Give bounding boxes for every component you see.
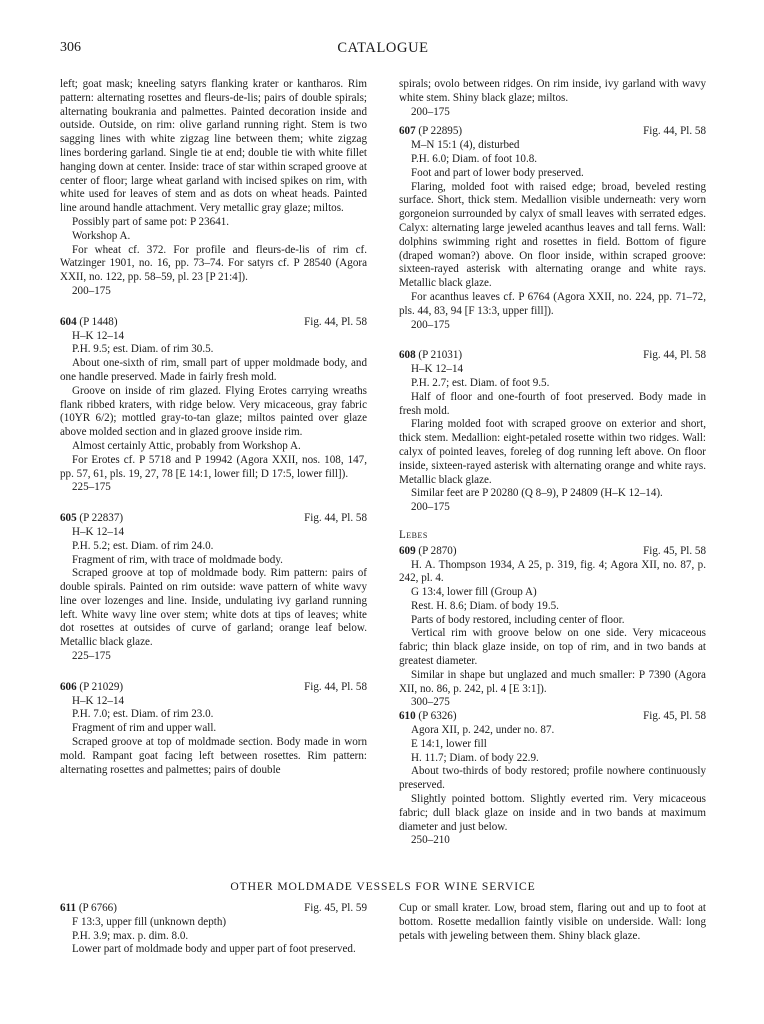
catalogue-entry-604 (60, 316, 367, 495)
preservation: Fragment of rim and upper wall. (72, 722, 217, 735)
date-range: 225–175 (72, 650, 111, 663)
preservation: Foot and part of lower body preserved. (411, 166, 584, 179)
attribution: Almost certainly Attic, probably from Workshop A. (72, 439, 301, 452)
dimensions: P.H. 3.9; max. p. dim. 8.0. (72, 929, 189, 942)
date-range: 200–175 (411, 501, 450, 514)
entry-heading (60, 902, 367, 916)
related-pot-note: Possibly part of same pot: P 23641. (72, 215, 230, 228)
findspot: G 13:4, lower fill (Group A) (411, 586, 537, 599)
preservation: About one-sixth of rim, small part of upper moldmade body, and one handle preserved. Made in fairly fresh mold. (60, 357, 367, 383)
description: Scraped groove at top of moldmade body. Rim pattern: pairs of double spirals. Painted on rim outside: wave pattern of white wavy line over lozenges and line. Inside, undulating ivy garland running left. White wavy line over stem; white dots at tips of leaves; white dot rosettes at outsides of curve of garland; orange leaf below. Metallic black glaze. (60, 567, 367, 649)
left-column (60, 78, 367, 777)
running-head: CATALOGUE (337, 40, 429, 56)
preservation: Half of floor and one-fourth of foot preserved. Body made in fresh mold. (399, 390, 706, 417)
entry-heading (60, 681, 367, 695)
description: Scraped groove at top of moldmade section. Body made in worn mold. Rampant goat facing left between rosettes. Rim pattern: alternating rosettes and palmettes; pairs of double (60, 736, 367, 776)
dimensions: P.H. 9.5; est. Diam. of rim 30.5. (72, 343, 214, 356)
entry-number: 605 (60, 512, 77, 525)
comparanda: For Erotes cf. P 5718 and P 19942 (Agora XXII, nos. 108, 147, pp. 57, 61, pls. 19, 27, 78 [E 14:1, lower fill; D 17:5, lower fill]). (60, 453, 367, 480)
bottom-right-column (399, 902, 706, 943)
figure-reference: Fig. 44, Pl. 58 (643, 125, 706, 138)
subsection-heading-lebes: Lebes (399, 528, 428, 541)
catalogue-entry-606 (60, 681, 367, 778)
findspot: M–N 15:1 (4), disturbed (411, 139, 520, 152)
right-column (399, 78, 706, 848)
findspot: F 13:3, upper fill (unknown depth) (72, 915, 227, 928)
entry-number: 607 (399, 125, 416, 138)
description: Flaring molded foot with scraped groove on exterior and short, thick stem. Medallion: eight-petaled rosette within two ridges. Wall: calyx of pointed leaves, foreleg of dog running left above. On floor inside, sixteen-rayed asterisk with alternating orange and white rays. Metallic black glaze. (399, 418, 706, 486)
section-title: OTHER MOLDMADE VESSELS FOR WINE SERVICE (230, 880, 536, 893)
bibliography: Agora XII, p. 242, under no. 87. (411, 724, 555, 737)
findspot: H–K 12–14 (72, 694, 125, 707)
entry-heading (399, 349, 706, 363)
entry-number: 606 (60, 680, 77, 693)
description-611: Cup or small krater. Low, broad stem, flaring out and up to foot at bottom. Rosette medallion faintly visible on underside. Wall: long petals with jeweling between them. Shiny black glaze. (399, 902, 706, 942)
description: Vertical rim with groove below on one side. Very micaceous fabric; thin black glaze inside, on top of rim, and in two bands at greatest diameter. (399, 627, 706, 668)
entry-number: 604 (60, 315, 77, 328)
bibliography: H. A. Thompson 1934, A 25, p. 319, fig. 4; Agora XII, no. 87, p. 242, pl. 4. (399, 558, 706, 585)
preservation: About two-thirds of body restored; profile nowhere continuously preserved. (399, 765, 706, 792)
comparanda: Similar feet are P 20280 (Q 8–9), P 24809 (H–K 12–14). (411, 487, 663, 500)
comparanda: For acanthus leaves cf. P 6764 (Agora XXII, no. 224, pp. 71–72, pls. 44, 83, 94 [F 13:3, upper fill]). (399, 290, 706, 317)
preservation: Lower part of moldmade body and upper part of foot preserved. (72, 943, 356, 956)
figure-reference: Fig. 44, Pl. 58 (304, 315, 367, 328)
entry-heading (399, 125, 706, 139)
dimensions: P.H. 7.0; est. Diam. of rim 23.0. (72, 708, 214, 721)
continued-text: left; goat mask; kneeling satyrs flanking krater or kantharos. Rim pattern: alternating rosettes and fleurs-de-lis; pairs of double spirals; alternating boukrania and palmettes. Painted decoration inside and outside. Outside, on rim: olive garland running right. Stem is two sagging lines with white zigzag line between them; white zigzag lines bordering garland. Single tie at end; double tie with white fillet hanging down at center. Inside: trace of star within scraped groove at center of floor; large wheat garland with incised spikes on rim, with white used for leaves of stem and as dots on wheat heads. Painted line around handle attachment. Very metallic gray glaze; miltos. (60, 78, 367, 215)
findspot: H–K 12–14 (411, 363, 464, 376)
catalogue-entry-609 (399, 545, 706, 711)
comparanda: Similar in shape but unglazed and much smaller: P 7390 (Agora XII, no. 86, p. 242, pl. 4 [E 3:1]). (399, 668, 706, 695)
date-range: 250–210 (411, 834, 450, 847)
inventory-number: (P 22895) (418, 125, 463, 138)
entry-number: 609 (399, 544, 416, 557)
entry-heading (399, 710, 706, 724)
page-number: 306 (60, 40, 81, 55)
findspot: H–K 12–14 (72, 329, 125, 342)
inventory-number: (P 2870) (418, 544, 457, 557)
inventory-number: (P 6326) (418, 710, 457, 723)
bottom-left-column (60, 902, 367, 957)
entry-heading (399, 545, 706, 559)
findspot: H–K 12–14 (72, 525, 125, 538)
dimensions: H. 11.7; Diam. of body 22.9. (411, 751, 539, 764)
inventory-number: (P 1448) (79, 315, 118, 328)
entry-number: 610 (399, 710, 416, 723)
inventory-number: (P 22837) (79, 512, 124, 525)
date-range: 225–175 (72, 481, 111, 494)
figure-reference: Fig. 45, Pl. 58 (643, 544, 706, 557)
date-range: 200–175 (72, 284, 111, 297)
date-range: 200–175 (411, 318, 450, 331)
comparanda-note: For wheat cf. 372. For profile and fleurs-de-lis of rim cf. Watzinger 1901, no. 16, pp. 73–74. For satyrs cf. P 28540 (Agora XXII, no. 122, pp. 58–59, pl. 23 [P 21:4]). (60, 243, 367, 284)
page-header (60, 40, 706, 60)
entry-number: 608 (399, 349, 416, 362)
catalogue-entry-605 (60, 512, 367, 664)
dimensions: P.H. 2.7; est. Diam. of foot 9.5. (411, 376, 550, 389)
catalogue-entry-611 (60, 902, 367, 957)
figure-reference: Fig. 44, Pl. 58 (304, 680, 367, 693)
figure-reference: Fig. 44, Pl. 58 (643, 349, 706, 362)
description: Flaring, molded foot with raised edge; broad, beveled resting surface. Short, thick stem. Medallion visible underneath: very worn gorgoneion surrounded by calyx of small leaves with serrated edges. Calyx: alternating large jeweled acanthus leaves and tall ferns. Wall: dolphins swimming right and rosettes in field. Bottom of figure (draped woman?) above. On floor inside, within scraped groove: sixteen-rayed asterisk with alternating orange and white rays. Metallic black glaze. (399, 180, 706, 290)
description: Slightly pointed bottom. Slightly everted rim. Very micaceous fabric; dull black glaze on inside and in two bands at maximum diameter and just below. (399, 793, 706, 833)
inventory-number: (P 21031) (418, 349, 463, 362)
description: Groove on inside of rim glazed. Flying Erotes carrying wreaths flank ribbed kraters, with ridge below. Very micaceous, gray fabric (10YR 6/2); mottled gray-to-tan glaze; miltos painted over glaze above molded section and in glazed groove inside rim. (60, 384, 367, 439)
figure-reference: Fig. 45, Pl. 59 (304, 902, 367, 914)
dimensions: Rest. H. 8.6; Diam. of body 19.5. (411, 599, 559, 612)
catalogue-entry-610 (399, 710, 706, 848)
entry-number: 611 (60, 902, 77, 914)
catalogue-entry-608 (399, 349, 706, 515)
catalogue-entry-607 (399, 125, 706, 332)
preservation: Parts of body restored, including center of floor. (411, 613, 625, 626)
workshop-note: Workshop A. (72, 229, 131, 242)
date-range: 300–275 (411, 696, 450, 709)
entry-heading (60, 316, 367, 330)
findspot: E 14:1, lower fill (411, 737, 487, 750)
figure-reference: Fig. 44, Pl. 58 (304, 512, 367, 525)
entry-heading (60, 512, 367, 526)
dimensions: P.H. 6.0; Diam. of foot 10.8. (411, 152, 538, 165)
inventory-number: (P 6766) (78, 902, 117, 914)
dimensions: P.H. 5.2; est. Diam. of rim 24.0. (72, 539, 214, 552)
figure-reference: Fig. 45, Pl. 58 (643, 710, 706, 723)
inventory-number: (P 21029) (79, 680, 124, 693)
preservation: Fragment of rim, with trace of moldmade body. (72, 553, 283, 566)
continued-description-606: spirals; ovolo between ridges. On rim inside, ivy garland with wavy white stem. Shiny black glaze; miltos. (399, 78, 706, 104)
date-range: 200–175 (411, 105, 450, 118)
